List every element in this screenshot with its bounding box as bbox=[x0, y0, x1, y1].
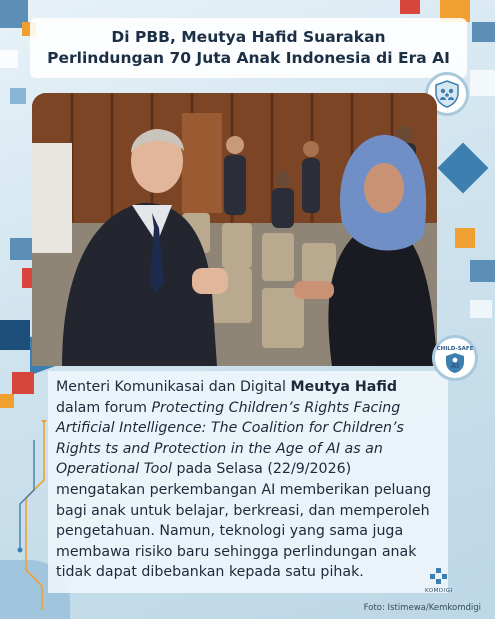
family-shield-icon bbox=[434, 80, 460, 108]
deco-square bbox=[0, 394, 14, 408]
photo-credit: Foto: Istimewa/Kemkomdigi bbox=[363, 603, 481, 613]
deco-square bbox=[12, 372, 34, 394]
child-safe-ai-badge bbox=[432, 335, 478, 381]
deco-square bbox=[470, 260, 495, 282]
news-photo bbox=[32, 93, 437, 366]
deco-square bbox=[10, 238, 32, 260]
deco-square bbox=[470, 70, 495, 96]
minister-name: Meutya Hafid bbox=[290, 379, 397, 395]
deco-square bbox=[0, 50, 18, 68]
headline bbox=[47, 27, 450, 69]
ai-label: AI bbox=[450, 362, 460, 370]
headline-line-2: Perlindungan 70 Juta Anak Indonesia di Era AI bbox=[47, 49, 450, 67]
deco-square bbox=[0, 320, 30, 350]
komdigi-logo bbox=[425, 568, 453, 594]
photo-scene bbox=[32, 93, 437, 366]
deco-square bbox=[455, 228, 475, 248]
deco-square bbox=[438, 143, 489, 194]
komdigi-logo-mark bbox=[430, 568, 448, 584]
deco-square bbox=[10, 88, 26, 104]
deco-square bbox=[472, 22, 495, 42]
article-paragraph bbox=[56, 377, 442, 583]
deco-square bbox=[400, 0, 420, 14]
paragraph-forum-lead: dalam forum bbox=[56, 399, 152, 416]
komdigi-logo-text: KOMDIGI bbox=[425, 588, 453, 594]
child-safe-label: CHILD-SAFE bbox=[436, 346, 474, 352]
headline-box bbox=[30, 18, 467, 78]
forum-title: Protecting Children’s Rights Facing Artificial Intelligence: The Coalition for Children’s Rights ts and Protection in the Age of AI as an Operational Tool bbox=[56, 399, 404, 478]
paragraph-body: pada Selasa (22/9/2026) mengatakan perkembangan AI memberikan peluang bagi anak untuk belajar, berkreasi, dan memperoleh pengetahuan. Namun, teknologi yang sama juga membawa risiko baru sehingga perlindungan anak tidak dapat dibebankan kepada satu pihak. bbox=[56, 461, 432, 581]
deco-square bbox=[470, 300, 492, 318]
headline-line-1: Di PBB, Meutya Hafid Suarakan bbox=[111, 28, 386, 46]
paragraph-intro: Menteri Komunikasai dan Digital bbox=[56, 379, 291, 395]
